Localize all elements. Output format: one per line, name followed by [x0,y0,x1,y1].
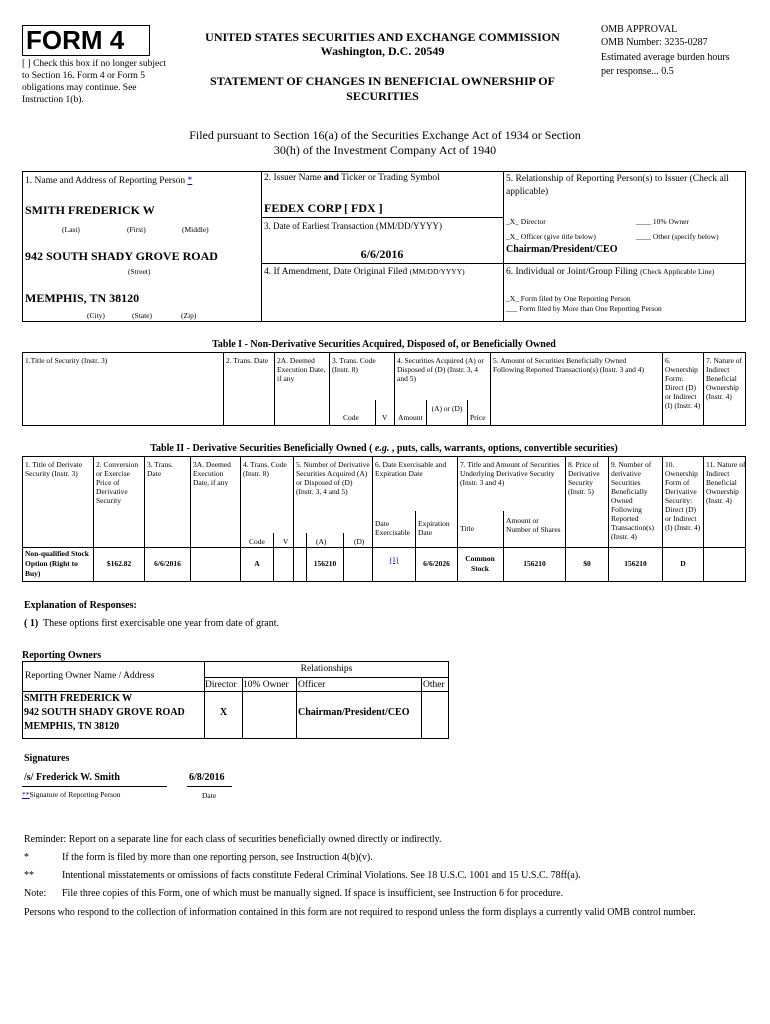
street-address: 942 SOUTH SHADY GROVE ROAD [25,249,218,263]
t2-col3: 3. Trans. Date [147,460,174,478]
t2-v: V [283,537,289,546]
officer-check: _X_ Officer (give title below) [506,232,596,241]
t2-row-exercisable [373,555,415,564]
t2-col11: 11. Nature of Indirect Beneficial Ownership (Instr. 4) [706,460,746,505]
owners-heading: Reporting Owners [22,650,102,661]
t2-col2: 2. Conversion or Exercise Price of Derivative Security [96,460,139,505]
t1-col2: 2. Trans. Date [226,356,269,365]
city-state-zip: MEMPHIS, TN 38120 [25,291,140,305]
table2-title: Table II - Derivative Securities Beneficially Owned ( e.g. , puts, calls, warrants, options, convertible securities) [150,443,618,454]
t1-col2a: 2A. Deemed Execution Date, if any [277,356,326,383]
earliest-transaction-date: 6/6/2016 [360,247,404,261]
t2-row-date: 6/6/2016 [154,559,181,568]
t1-col3: 3. Trans. Code (Instr. 8) [332,356,376,374]
t2-amount-sub: Amount or Number of Shares [506,516,561,534]
footnote-star: * [24,852,29,863]
omb-number: OMB Number: 3235-0287 [601,37,708,48]
t2-col8: 8. Price of Derivative Security (Instr. 5) [568,460,600,496]
signer: /s/ Frederick W. Smith [24,772,120,783]
form-title-box [22,25,150,56]
officer-title: Chairman/President/CEO [506,244,618,255]
table1-title: Table I - Non-Derivative Securities Acquired, Disposed of, or Beneficially Owned [212,339,556,350]
t2-code: Code [249,537,265,546]
note-text: File three copies of this Form, one of which must be manually signed. If space is insufficient, see Instruction 6 for procedure. [62,888,564,899]
box4-label: 4. If Amendment, Date Original Filed (MM/DD/YYYY) [264,267,465,277]
reporting-person-name: SMITH FREDERICK W [25,203,155,217]
form-title: FORM 4 [26,25,125,55]
t2-d: (D) [354,537,365,546]
filed-pursuant: Filed pursuant to Section 16(a) of the Securities Exchange Act of 1934 or Section 30(h) of the Investment Company Act of 1940 [189,128,581,157]
star-footnote-link[interactable]: * [187,176,193,186]
label-middle: (Middle) [182,225,209,234]
owners-director: Director [205,680,237,690]
director-check: _X_ Director [506,217,546,226]
label-last: (Last) [62,225,80,234]
t2-row-security: Non-qualified Stock Option (Right to Buy) [25,549,89,578]
t2-row-owned: 156210 [624,559,647,568]
box2-label: 2. Issuer Name and Ticker or Trading Symbol [264,173,440,183]
filed-by-one: _X_ Form filed by One Reporting Person [506,294,631,303]
explanation-note: ( 1) These options first exercisable one year from date of grant. [24,618,280,629]
date-label: Date [202,791,217,800]
t2-col1: 1. Title of Derivate Security (Instr. 3) [25,460,83,478]
filed-by-more: ___ Form filed by More than One Reporting Person [506,304,662,313]
t2-col6: 6. Date Exercisable and Expiration Date [375,460,447,478]
check-box-note: [ ] Check this box if no longer subject to Section 16. Form 4 or Form 5 obligations may continue. See Instruction 1(b). [22,59,167,105]
footnote-double-star-text: Intentional misstatements or omissions of facts constitute Federal Criminal Violations. See 18 U.S.C. 1001 and 15 U.S.C. 78ff(a). [62,870,581,881]
t2-row-price: $162.82 [106,559,132,568]
note-label: Note: [24,888,47,899]
t1-col6: 6. Ownership Form: Direct (D) or Indirect (I) (Instr. 4) [665,356,701,410]
omb-approval: OMB APPROVAL [601,24,678,35]
owner-name: SMITH FREDERICK W [24,693,133,704]
other-check: ____ Other (specify below) [636,232,719,241]
signature-date: 6/8/2016 [189,772,225,783]
owner-officer-title: Chairman/President/CEO [298,707,410,718]
t2-row-expiration: 6/6/2026 [423,559,450,568]
t2-col5: 5. Number of Derivative Securities Acquired (A) or Disposed of (D) (Instr. 3, 4 and 5) [296,460,370,496]
owners-col-name: Reporting Owner Name / Address [25,671,155,681]
label-first: (First) [127,225,146,234]
t2-row-shares: 156210 [523,559,546,568]
agency-name: UNITED STATES SECURITIES AND EXCHANGE COMMISSION [205,30,560,44]
t1-col7: 7. Nature of Indirect Beneficial Ownership (Instr. 4) [706,356,743,401]
owners-relationships: Relationships [300,664,353,674]
t1-col5: 5. Amount of Securities Beneficially Owned Following Reported Transaction(s) (Instr. 3 and 4) [493,356,645,374]
t2-col4: 4. Trans. Code (Instr. 8) [243,460,287,478]
box6-label: 6. Individual or Joint/Group Filing (Check Applicable Line) [506,267,715,277]
footnote-1-link[interactable]: (1) [389,555,399,564]
statement-title: STATEMENT OF CHANGES IN BENEFICIAL OWNERSHIP OF SECURITIES [210,74,555,103]
t2-row-form: D [680,559,686,568]
footnote-star-text: If the form is filed by more than one reporting person, see Instruction 4(b)(v). [62,852,373,863]
owner-director-mark: X [219,707,228,718]
t2-col7: 7. Title and Amount of Securities Underlying Derivative Security (Instr. 3 and 4) [460,460,560,487]
t1-code: Code [343,413,359,422]
agency-location: Washington, D.C. 20549 [320,44,445,58]
issuer-name: FEDEX CORP [ FDX ] [264,201,383,215]
t2-row-code: A [254,559,260,568]
box5-label: 5. Relationship of Reporting Person(s) to Issuer (Check all applicable) [506,174,729,197]
owners-other: Other [423,680,445,690]
t1-col1: 1.Title of Security (Instr. 3) [25,356,108,365]
t1-amount: Amount [398,413,423,422]
label-city: (City) [87,311,105,320]
t2-row-title: Common Stock [465,554,495,573]
t1-col4: 4. Securities Acquired (A) or Disposed of (D) (Instr. 3, 4 and 5) [397,356,484,383]
t2-row-a: 156210 [313,559,337,568]
t2-row-deriv-price: $0 [583,559,591,568]
t2-title-sub: Title [460,524,474,533]
t1-v: V [382,413,388,422]
owner-city: MEMPHIS, TN 38120 [24,721,120,732]
owner-street: 942 SOUTH SHADY GROVE ROAD [24,707,185,718]
reminder: Reminder: Report on a separate line for each class of securities beneficially owned directly or indirectly. [24,834,442,845]
footnote-double-star: ** [24,870,34,881]
box3-label: 3. Date of Earliest Transaction (MM/DD/YYYY) [264,221,442,231]
t2-a: (A) [316,537,327,546]
t1-price: Price [470,413,486,422]
t2-col3a: 3A. Deemed Execution Date, if any [193,460,231,487]
owners-ten-pct: 10% Owner [243,680,289,690]
box1-label: 1. Name and Address of Reporting Person * [25,176,193,186]
t2-col10: 10. Ownership Form of Derivative Security: Direct (D) or Indirect (I) (Instr. 4) [665,460,701,532]
double-star-link[interactable]: ** [22,790,30,799]
owners-officer: Officer [298,680,326,690]
t2-col9: 9. Number of derivative Securities Beneficially Owned Following Reported Transaction(s) (Instr. 4) [611,460,655,541]
signatures-heading: Signatures [24,753,70,764]
label-zip: (Zip) [181,311,197,320]
omb-burden: Estimated average burden hours per response... 0.5 [601,52,730,77]
omb-control-notice: Persons who respond to the collection of information contained in this form are not required to respond unless the form displays a currently valid OMB control number. [24,907,696,918]
ten-pct-check: ____ 10% Owner [636,217,689,226]
explanation-heading: Explanation of Responses: [24,600,137,611]
signature-label: **Signature of Reporting Person [22,790,121,799]
t2-exp-date: Expiration Date [418,519,450,537]
t2-date-ex: Date Exercisable [375,519,410,537]
label-street: (Street) [128,267,151,276]
label-state: (State) [132,311,152,320]
t1-ad: (A) or (D) [431,404,463,413]
